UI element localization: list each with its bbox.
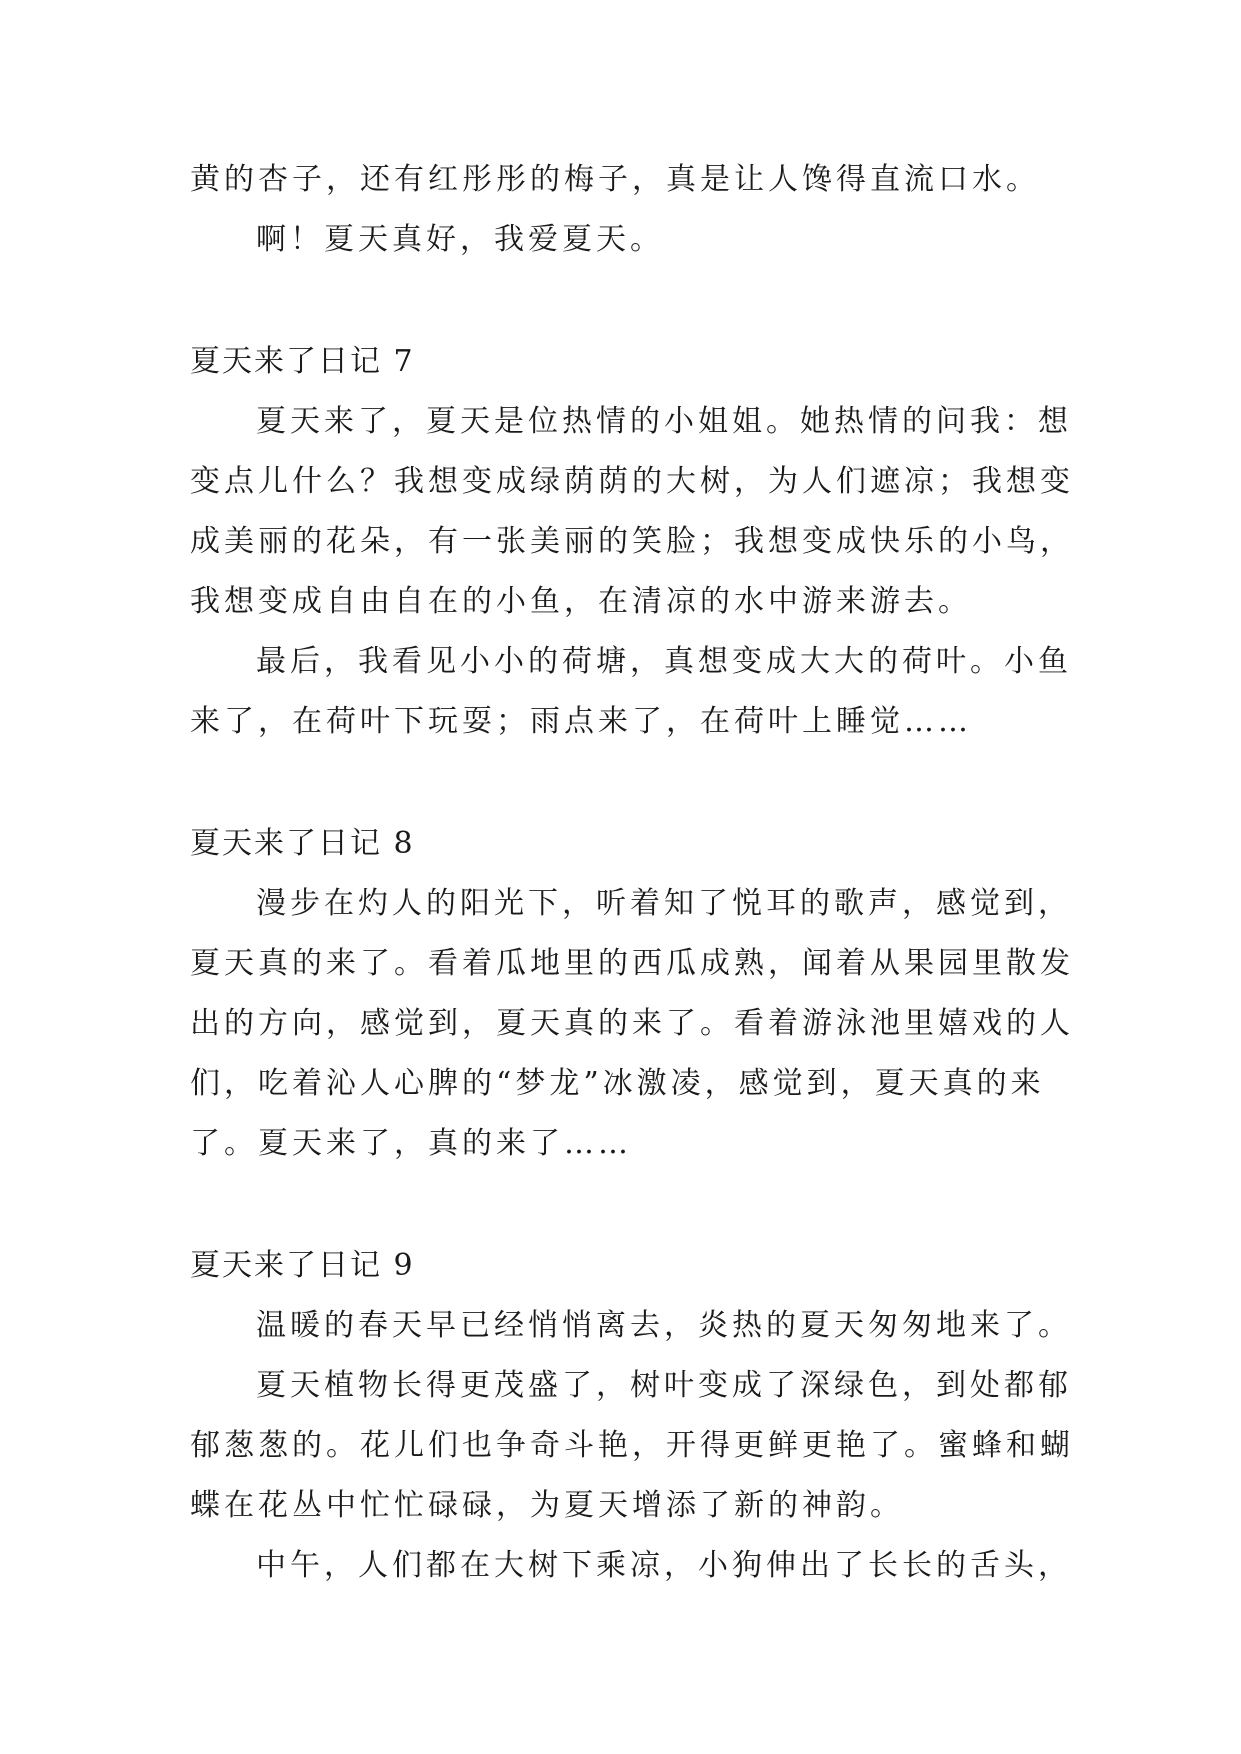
text-line: 成美丽的花朵，有一张美丽的笑脸；我想变成快乐的小鸟，	[190, 524, 1074, 559]
text-line: 出的方向，感觉到，夏天真的来了。看着游泳池里嬉戏的人	[190, 1006, 1074, 1041]
section-gap	[190, 1174, 1055, 1236]
section-gap	[190, 752, 1055, 814]
text-line: 中午，人们都在大树下乘凉，小狗伸出了长长的舌头，	[256, 1548, 1072, 1583]
text-line: 了。夏天来了，真的来了……	[190, 1126, 632, 1161]
text-line: 夏天植物长得更茂盛了，树叶变成了深绿色，到处都郁	[256, 1368, 1072, 1403]
text-line: 来了，在荷叶下玩耍；雨点来了，在荷叶上睡觉……	[190, 704, 972, 739]
text-line: 最后，我看见小小的荷塘，真想变成大大的荷叶。小鱼	[256, 644, 1072, 679]
text-line: 夏天真的来了。看着瓜地里的西瓜成熟，闻着从果园里散发	[190, 946, 1074, 981]
text-line: 们，吃着沁人心脾的“梦龙”冰激凌，感觉到，夏天真的来	[190, 1066, 1045, 1101]
text-line: 漫步在灼人的阳光下，听着知了悦耳的歌声，感觉到，	[256, 886, 1072, 921]
text-line: 郁葱葱的。花儿们也争奇斗艳，开得更鲜更艳了。蜜蜂和蝴	[190, 1428, 1074, 1463]
text-line: 温暖的春天早已经悄悄离去，炎热的夏天匆匆地来了。	[256, 1308, 1072, 1343]
section-title: 夏天来了日记 7	[190, 344, 415, 379]
section-title: 夏天来了日记 9	[190, 1248, 415, 1283]
text-line: 蝶在花丛中忙忙碌碌，为夏天增添了新的神韵。	[190, 1488, 904, 1523]
section-gap	[190, 270, 1055, 332]
text-line: 夏天来了，夏天是位热情的小姐姐。她热情的问我：想	[256, 404, 1072, 439]
section-title: 夏天来了日记 8	[190, 826, 415, 861]
text-line: 我想变成自由自在的小鱼，在清凉的水中游来游去。	[190, 584, 972, 619]
text-line: 啊！夏天真好，我爱夏天。	[256, 222, 664, 257]
text-line: 黄的杏子，还有红彤彤的梅子，真是让人馋得直流口水。	[190, 162, 1040, 197]
text-line: 变点儿什么？我想变成绿荫荫的大树，为人们遮凉；我想变	[190, 464, 1074, 499]
document-page	[190, 150, 1074, 1596]
